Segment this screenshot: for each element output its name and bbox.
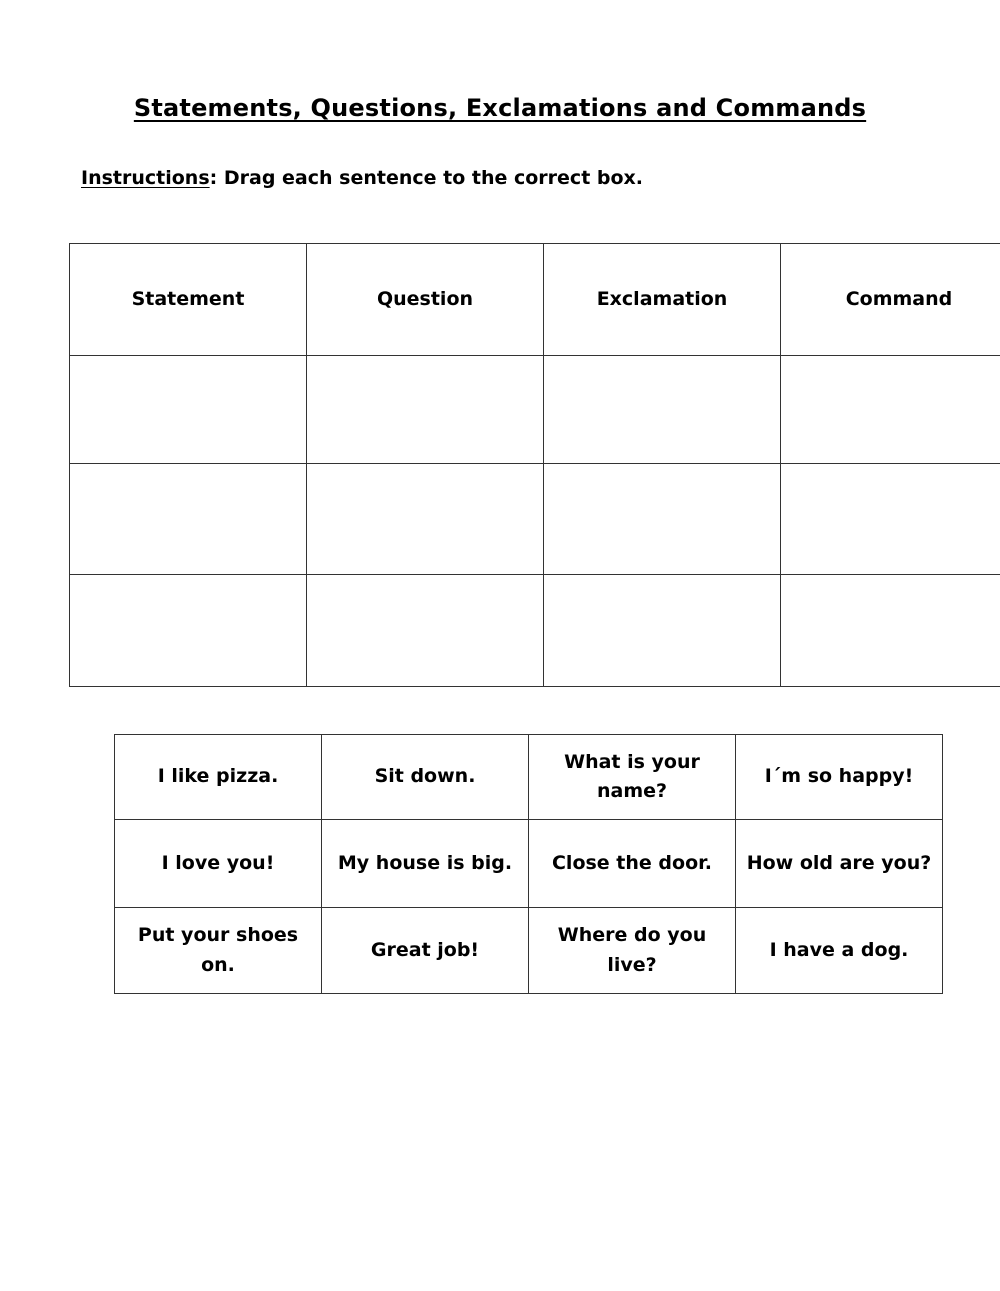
sentence-text: I have a dog. xyxy=(769,938,909,961)
drop-zone-statement[interactable] xyxy=(70,464,307,575)
sentence-card[interactable] xyxy=(322,908,529,994)
card-row xyxy=(115,908,943,994)
sentence-card[interactable] xyxy=(529,908,736,994)
drop-zone-question[interactable] xyxy=(307,356,544,464)
sentence-text: I´m so happy! xyxy=(764,765,914,788)
drop-zone-command[interactable] xyxy=(781,575,1000,687)
sentence-card[interactable] xyxy=(529,820,736,908)
drop-row xyxy=(70,575,1000,687)
drop-row xyxy=(70,356,1000,464)
drop-zone-exclamation[interactable] xyxy=(544,356,781,464)
sentence-card[interactable] xyxy=(115,820,322,908)
sentence-text: I like pizza. xyxy=(157,765,279,788)
sentence-text: Sit down. xyxy=(374,765,476,788)
sentence-card[interactable] xyxy=(322,820,529,908)
sentence-text: Great job! xyxy=(370,938,480,961)
drop-zone-command[interactable] xyxy=(781,356,1000,464)
sentence-card[interactable] xyxy=(322,735,529,820)
sentence-text: Where do you live? xyxy=(557,924,707,976)
sentence-text: Close the door. xyxy=(551,851,712,874)
drop-zone-exclamation[interactable] xyxy=(544,464,781,575)
category-statement: Statement xyxy=(70,244,307,356)
sentence-card[interactable] xyxy=(529,735,736,820)
category-command: Command xyxy=(781,244,1000,356)
card-row xyxy=(115,820,943,908)
sentence-card[interactable] xyxy=(736,908,943,994)
sentence-text: What is your name? xyxy=(564,750,700,802)
category-question: Question xyxy=(307,244,544,356)
drop-zone-command[interactable] xyxy=(781,464,1000,575)
worksheet-title: Statements, Questions, Exclamations and Commands xyxy=(133,94,867,122)
sentence-text: I love you! xyxy=(161,851,275,874)
sentence-card[interactable] xyxy=(736,735,943,820)
sentence-text: How old are you? xyxy=(746,851,932,874)
sentence-card[interactable] xyxy=(115,735,322,820)
sorting-table xyxy=(69,243,1000,687)
card-row xyxy=(115,735,943,820)
sentence-text: My house is big. xyxy=(337,851,513,874)
drop-zone-exclamation[interactable] xyxy=(544,575,781,687)
category-exclamation: Exclamation xyxy=(544,244,781,356)
drop-row xyxy=(70,464,1000,575)
drop-zone-statement[interactable] xyxy=(70,575,307,687)
sentence-cards-table xyxy=(114,734,943,994)
instructions-text: : Drag each sentence to the correct box. xyxy=(209,167,644,189)
category-header-row xyxy=(70,244,1000,356)
sentence-text: Put your shoes on. xyxy=(137,924,299,976)
drop-zone-question[interactable] xyxy=(307,575,544,687)
instructions xyxy=(81,167,643,189)
sentence-card[interactable] xyxy=(736,820,943,908)
sentence-card[interactable] xyxy=(115,908,322,994)
instructions-lead: Instructions xyxy=(81,167,210,189)
drop-zone-question[interactable] xyxy=(307,464,544,575)
drop-zone-statement[interactable] xyxy=(70,356,307,464)
